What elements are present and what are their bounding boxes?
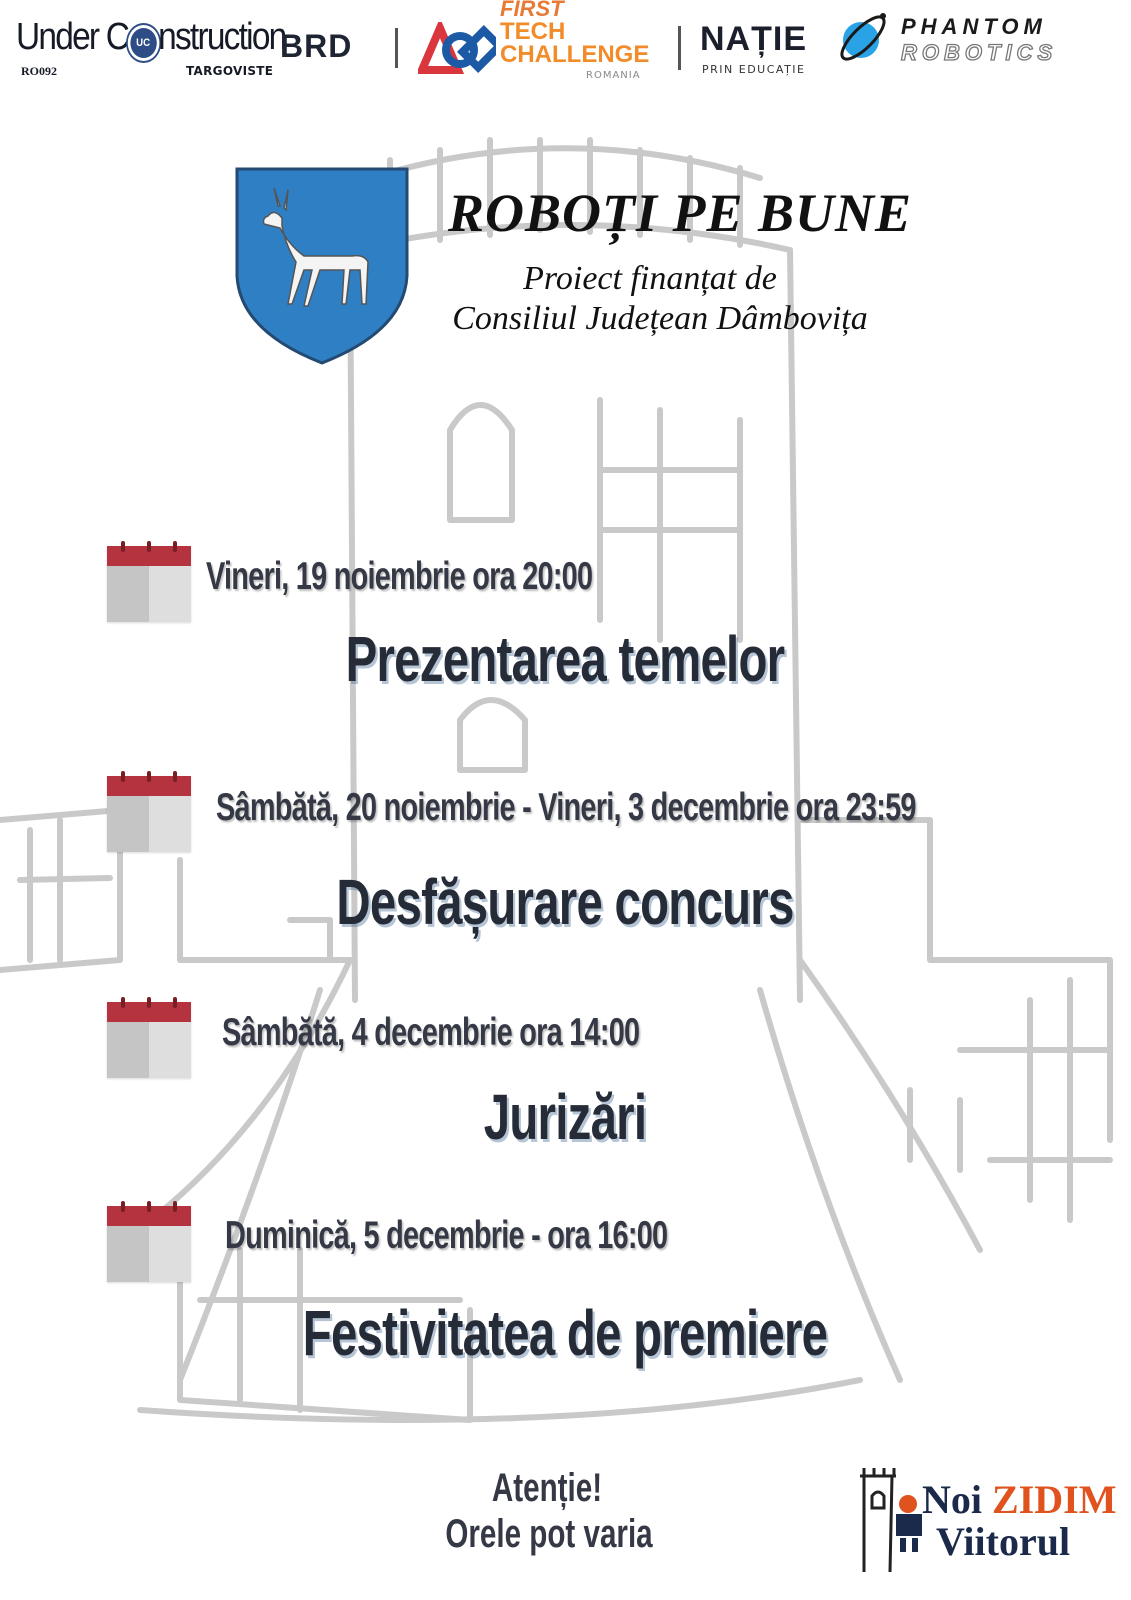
- funded-by-line: Proiect finanțat de: [523, 260, 777, 297]
- logo-natie-prin-educatie: [700, 20, 810, 80]
- logo-phantom-robotics: [833, 6, 1123, 76]
- natie-subtitle: PRIN EDUCAȚIE: [702, 63, 806, 76]
- ftc-challenge: CHALLENGE: [500, 41, 650, 68]
- uc-gear-icon: UC: [130, 28, 156, 58]
- event-date: Vineri, 19 noiembrie ora 20:00: [206, 555, 593, 598]
- phantom-orbit-icon: [833, 6, 893, 70]
- logo-first-tech-challenge: [418, 0, 668, 82]
- calendar-icon: [107, 546, 191, 622]
- event-date: Sâmbătă, 20 noiembrie - Vineri, 3 decembrie ora 23:59: [216, 786, 916, 829]
- event-date: Duminică, 5 decembrie - ora 16:00: [225, 1214, 668, 1257]
- phantom-line1: PHANTOM: [901, 14, 1047, 39]
- logo-brd: BRD: [280, 28, 353, 64]
- phantom-line2: ROBOTICS: [901, 40, 1058, 65]
- deer-coat-of-arms-icon: [234, 166, 410, 366]
- logo-noi-zidim-viitorul: [850, 1468, 1115, 1578]
- uc-team-code: RO092: [21, 64, 57, 78]
- ftc-country: ROMANIA: [586, 70, 641, 81]
- logo-noi: Noi: [922, 1477, 982, 1522]
- ftc-first: FIRST: [500, 0, 564, 21]
- uc-city: TARGOVISTE: [186, 64, 274, 78]
- notice-text: Orele pot varia: [445, 1512, 653, 1556]
- calendar-icon: [107, 1206, 191, 1282]
- calendar-icon: [107, 1002, 191, 1078]
- logo-viitorul: Viitorul: [936, 1519, 1071, 1564]
- event-title: Prezentarea temelor: [345, 623, 785, 695]
- natie-title: NAȚIE: [700, 20, 807, 58]
- ftc-tech: TECH: [500, 18, 566, 45]
- event-title: Desfășurare concurs: [336, 866, 794, 938]
- logo-under-construction: [16, 10, 286, 78]
- project-title: ROBOȚI PE BUNE: [447, 183, 913, 243]
- calendar-icon: [107, 776, 191, 852]
- header-divider: [678, 26, 681, 70]
- event-title: Jurizări: [483, 1081, 647, 1153]
- ftc-emblem-icon: [418, 22, 496, 76]
- funder-name: Consiliul Județean Dâmbovița: [452, 300, 868, 337]
- header-divider: [395, 28, 398, 68]
- robot-tower-icon: [850, 1468, 930, 1578]
- uc-name-end: nstruction: [158, 16, 286, 58]
- logo-zidim: ZIDIM: [992, 1477, 1117, 1522]
- uc-name-start: Under C: [16, 16, 129, 58]
- event-title: Festivitatea de premiere: [302, 1297, 828, 1369]
- notice-heading: Atenție!: [491, 1466, 603, 1510]
- event-date: Sâmbătă, 4 decembrie ora 14:00: [222, 1011, 640, 1054]
